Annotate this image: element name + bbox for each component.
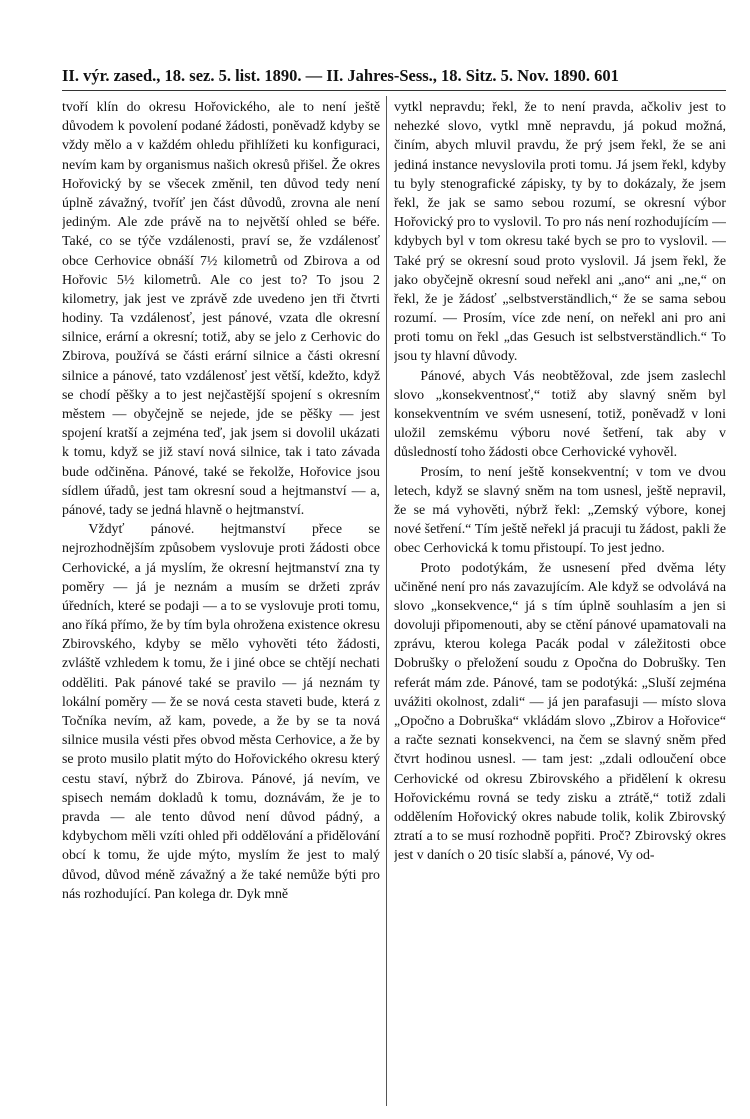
left-paragraph-2: Vždyť pánové. hejtmanství přece se nejrozhodnějším způsobem vyslovuje proti žádosti obce Cerhovické, a já myslím, že okresní hejtmanství zna ty poměry — já je neznám a musím se držeti zpráv úředních, které se podaji — a to se vyslovuje proti tomu, ano říká přímo, že by tím byla ohrožena existence okresu Zbirovského, kdyby se mělo vyhověti této žádosti, zvláště vzhledem k tomu, že i jiné obce se chtějí nechati odděliti. Pak pánové také se pravilo — já neznám ty lokální poměry — že se nová cesta staveti bude, která z Točníka nevím, až kam, povede, a že by se ta nová silnice musila vésti přes obvod města Cerhovice, a že by se proto musilo platit mýto do Hořovického okresu který cestu staví, nýbrž do Zbirova. Pánové, já nevím, ve spisech nemám dokladů k tomu, doznávám, že je to pravda — ale tento důvod není důvod pádný, a kdybychom měli vzíti ohled při oddělování a přidělování obcí k tomu, že ujde mýto, myslím že jest to malý důvod, důvod méně závažný a že také nemůže býti pro nás rozhodující. Pan kolega dr. Dyk mně <box>62 522 380 902</box>
right-paragraph-4: Proto podotýkám, že usnesení před dvěma léty učiněné není pro nás zavazujícím. Ale když se odvolává na slovo „konsekvence,“ já s tím úplně souhlasím a jen si dovoluji připomenouti, aby se ctění pánové upamatovali na zprávu, kterou kolega Pacák podal v záležitosti obce Dobrušky o přeložení soudu z Opočna do Dobrušky. Ten referát mám zde. Pánové, tam se podotýká: „Sluší zejména uvážiti okolnost, zdali“ — já jen parafasuji — místo slova „Opočno a Dobruška“ vkládám slovo „Zbirov a Hořovice“ a račte seznati konsekvenci, na čem se slavný sněm před čtvrt hodinou usnesl. — tam jest: „zdali odloučení obce Cerhovické od okresu Zbirovského a přidělení k okresu Hořovickému rovná se tedy zisku a ztrátě,“ totiž zdali oddělením Hořovický okres nabude tolik, kolik Zbirovský ztratí a to se musí rozhodně popřiti. Proč? Zbirovský okres jest v daních o 20 tisíc slabší a, pánové, Vy od- <box>394 560 726 864</box>
column-divider <box>386 96 387 1106</box>
left-paragraph-1: tvoří klín do okresu Hořovického, ale to není ještě důvodem k povolení podané žádosti, poněvadž kdyby se vždy mělo a v každém ohledu přihlížeti ku konfiguraci, nevím kam by organismus našich okresů přišel. Že okres Hořovický by se všecek změnil, ten důvod tedy není úplně závažný, tvoříť jen část důvodů, zrovna ale není jediným. Ale zde právě na to největší ohled se béře. Také, co se týče vzdálenosti, praví se, že vzdálenosť obce Cerhovice obnáší 7½ kilometrů od Zbirova a od Hořovic 5½ kilometrů. Ale co jest to? To jsou 2 kilometry, jak jest ve zprávě zde uvedeno jen tři čtvrti hodiny. Ta vzdálenosť, jest pánové, vzata dle okresní silnice, erární a okresní; totiž, aby se jelo z Cerhovic do Zbirova, používá se části erární silnice a části okresní silnice a pánové, tato vzdálenosť jest větší, kdežto, když se chodí pěšky a to jest nejčastější spojení s okresním městem — obyčejně se nejede, jde se pěšky — jest spojení kratší a zejména teď, jak jsem si dovolil ukázati k tomu, když se již staví nová silnice, tak i tato závada bude odčiněna. Pánové, také se řekolže, Hořovice jsou sídlem úřadů, jest tam okresní soud a hejtmanství — a, pánové, tady se jedná hlavně o hejtmanství. <box>62 100 380 518</box>
right-paragraph-2: Pánové, abych Vás neobtěžoval, zde jsem zaslechl slovo „konsekventnosť,“ totiž aby slavný sněm byl konsekventním ve svém usnesení, totiž, poněvadž v loni uložil zemskému výboru nové šetření, tak aby v důsledností toho žádosti obce Cerhovické vyhověl. <box>394 368 726 461</box>
left-column <box>62 98 380 1108</box>
right-paragraph-1: vytkl nepravdu; řekl, že to není pravda, ačkoliv jest to nehezké slovo, vytkl mně nepravdu, já pokud možná, činím, abych mluvil pravdu, že prý jsem řekl, že se ani jediná instance nevyslovila proti tomu. Já jsem řekl, kdyby tu byly stenografické zápisky, ty by to dokázaly, že jsem řekl, že jak se samo sebou rozumí, se okresní výbor Hořovický pro to vyslovil. To pro nás není rozhodujícím — kdybych byl v tom okresu také bych se pro to vyslovil. — Také prý se okresní soud proto vyslovil. Já jsem řekl, že jako obyčejně okresní soud neřekl ani „ano“ ani „ne,“ on řekl, že je žádosť „selbstverständlich,“ že se sama sebou rozumí. — Prosím, více zde není, on neřekl ani pro ani proti tomu on řekl „das Gesuch ist selbstverständlich.“ To jsou ty hlavní důvody. <box>394 100 726 365</box>
right-column <box>394 98 726 1108</box>
page-header: II. výr. zased., 18. sez. 5. list. 1890. — II. Jahres-Sess., 18. Sitz. 5. Nov. 1890. 601 <box>62 66 619 85</box>
header-rule <box>62 90 726 91</box>
right-paragraph-3: Prosím, to není ještě konsekventní; v tom ve dvou letech, když se slavný sněm na tom usnesl, ještě nepravil, že se má vyhověti, nýbrž řekl: „Zemský výbore, konej nové šetření.“ Tím ještě neřekl já pracuji tu žádost, pakli že obec Cerhovická k tomu přistoupí. To jest jedno. <box>394 464 726 557</box>
